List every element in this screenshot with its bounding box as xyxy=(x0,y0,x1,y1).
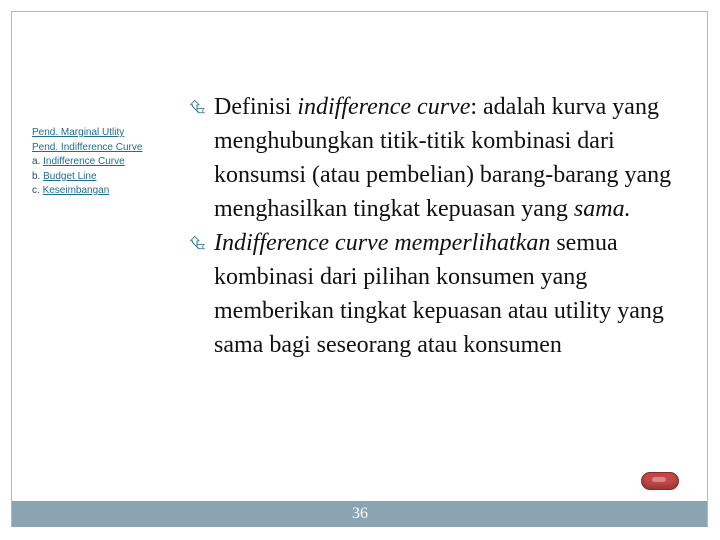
definition-term: indifference curve xyxy=(297,94,471,120)
definition-text-1: Definisi xyxy=(214,94,298,120)
sidebar-link-indifference-curve[interactable]: Indifference Curve xyxy=(43,156,125,167)
sidebar-item-equilibrium xyxy=(32,184,182,199)
sidebar-item-indifference-curve xyxy=(32,155,182,170)
slide-body xyxy=(190,90,690,362)
next-slide-button[interactable] xyxy=(641,472,679,490)
bullet-definition xyxy=(190,90,690,226)
definition-end: sama. xyxy=(573,196,631,222)
description-lead: Indifference curve memperlihatkan xyxy=(214,230,551,256)
sidebar-link-indifference-intro[interactable]: Pend. Indifference Curve xyxy=(32,141,143,153)
bullet-description xyxy=(190,226,690,362)
sidebar-item-marginal-utility xyxy=(32,126,182,141)
sidebar-link-marginal-utility[interactable]: Pend. Marginal Utlity xyxy=(32,127,125,138)
sidebar-item-prefix: a. xyxy=(32,156,44,167)
sidebar-link-equilibrium[interactable]: Keseimbangan xyxy=(42,185,110,196)
sidebar-item-prefix: b. xyxy=(32,170,44,182)
sidebar-item-budget-line xyxy=(32,170,182,185)
sidebar-item-prefix: c. xyxy=(32,185,43,196)
page-number: 36 xyxy=(352,505,368,522)
sidebar-item-indifference-intro xyxy=(32,141,182,156)
description-text: semua kombinasi dari pilihan konsumen yang memberikan tingkat kepuasan atau utility yang sama bagi seseorang atau konsumen xyxy=(214,230,664,358)
definition-text-2: : adalah kurva yang menghubungkan titik-titik kombinasi dari konsumsi (atau pembelian) barang-barang yang menghasilkan tingkat kepuasan yang xyxy=(214,94,672,222)
bullet-icon: ⮴ xyxy=(189,232,205,254)
bullet-icon: ⮴ xyxy=(189,96,205,118)
sidebar-nav xyxy=(32,126,182,199)
sidebar-link-budget-line[interactable]: Budget Line xyxy=(43,170,97,182)
